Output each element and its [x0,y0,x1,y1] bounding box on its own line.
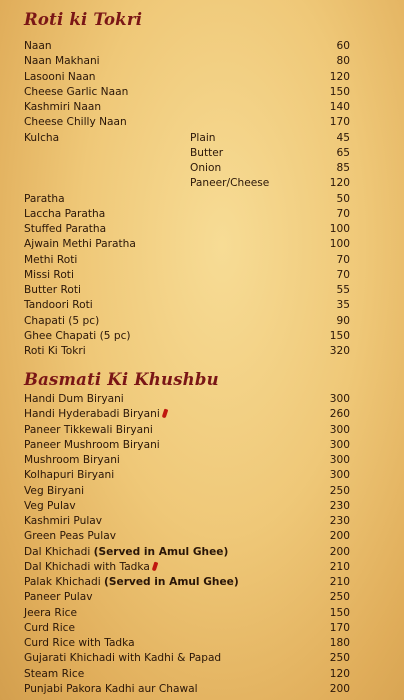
menu-item-name [24,100,101,115]
menu-item-name [24,314,99,329]
menu-item-name [24,70,96,85]
section-title-roti: Roti ki Tokri [24,10,143,29]
menu-item-row [24,438,350,453]
menu-item-name-text: Kashmiri Pulav [24,515,103,527]
menu-item-row [24,268,350,283]
menu-item-row [24,545,350,560]
menu-item-price: 120 [329,177,350,190]
menu-item-name [24,54,100,69]
menu-item-row [24,529,350,544]
menu-item-name [24,453,120,468]
menu-item-name-text: Gujarati Khichadi with Kadhi & Papad [24,652,222,665]
menu-item-price: 180 [329,637,350,649]
menu-item-name [24,682,198,697]
menu-item-row [24,70,350,85]
menu-item-name-text: Paratha [24,192,65,205]
menu-item-price: 80 [336,55,350,68]
menu-item-price: 320 [329,345,350,357]
menu-item-row [24,39,350,54]
basmati-menu-list [24,392,350,697]
menu-item-price: 150 [329,85,350,98]
menu-item-row [24,161,350,176]
menu-item-row [24,651,350,666]
menu-item-row [24,298,350,313]
menu-item-name-text: Laccha Paratha [24,207,106,220]
menu-item-row [24,237,350,252]
menu-item-name-text: Mushroom Biryani [24,454,120,466]
menu-item-row [24,484,350,499]
menu-item-row [24,560,350,575]
roti-menu-list [24,39,350,359]
chili-icon [161,409,168,419]
menu-item-name-text: Dal Khichadi [24,545,91,558]
menu-item-name-text: Kashmiri Naan [24,101,102,113]
menu-item-name [24,423,153,438]
menu-item-row [24,423,350,438]
menu-item-name [24,115,127,130]
menu-item-row [24,100,350,115]
menu-item-name [24,484,84,499]
menu-item-price: 120 [329,70,350,83]
menu-item-variant: Plain [190,131,216,144]
menu-item-name [24,667,84,682]
menu-item-name-text: Stuffed Paratha [24,223,107,235]
menu-item-name-text: Cheese Chilly Naan [24,116,127,129]
menu-item-price: 300 [329,469,350,482]
menu-item-name [24,283,81,298]
menu-item-row [24,621,350,636]
menu-item-name-text: Curd Rice [24,621,76,634]
menu-item-price: 100 [329,223,350,235]
menu-item-name-text: Cheese Garlic Naan [24,85,129,98]
section-title-basmati: Basmati Ki Khushbu [24,370,219,389]
menu-item-name [24,529,116,544]
menu-item-name-text: Lasooni Naan [24,70,96,83]
menu-item-name [24,621,75,636]
menu-item-row [24,131,350,146]
menu-item-name [24,85,128,100]
menu-item-name [24,514,102,529]
menu-item-price: 50 [336,192,350,205]
menu-item-name-text: Handi Hyderabadi Biryani [24,408,160,421]
menu-item-row [24,146,350,161]
menu-item-name [24,344,86,359]
menu-item-variant: Paneer/Cheese [190,177,270,190]
menu-item-variant: Onion [190,162,222,174]
menu-item-price: 300 [329,454,350,466]
menu-item-row [24,222,350,237]
menu-item-row [24,329,350,344]
menu-item-name [24,651,221,666]
menu-item-name-text: Dal Khichadi with Tadka [24,560,150,573]
menu-item-name-text: Naan Makhani [24,55,100,68]
menu-item-name-text: Green Peas Pulav [24,530,116,543]
menu-item-row [24,453,350,468]
menu-item-row [24,392,350,407]
menu-item-price: 70 [336,207,350,220]
menu-item-row [24,207,350,222]
menu-item-name [24,222,106,237]
menu-item-price: 250 [329,591,350,604]
menu-item-price: 300 [329,438,350,451]
menu-item-note: (Served in Amul Ghee) [93,545,229,558]
menu-item-price: 170 [329,621,350,634]
menu-item-name-text: Ghee Chapati (5 pc) [24,329,131,342]
menu-item-price: 230 [329,515,350,527]
menu-item-name [24,298,93,313]
menu-item-price: 200 [329,682,350,695]
menu-item-price: 60 [336,40,350,52]
menu-item-name [24,468,114,483]
menu-item-name-text: Methi Roti [24,253,78,266]
menu-item-name-text: Butter Roti [24,284,81,296]
menu-item-name-text: Punjabi Pakora Kadhi aur Chawal [24,682,198,695]
menu-item-row [24,575,350,590]
menu-item-row [24,468,350,483]
menu-item-variant: Butter [190,146,224,159]
menu-item-name [24,268,74,283]
chili-icon [152,561,159,571]
menu-item-name-text: Tandoori Roti [24,299,93,312]
menu-item-name [24,499,76,514]
menu-item-name [24,39,52,54]
menu-item-name-text: Roti Ki Tokri [24,345,86,357]
menu-item-name [24,253,77,268]
menu-item-price: 200 [329,545,350,558]
menu-item-name [24,237,136,252]
menu-item-price: 120 [329,667,350,680]
menu-item-price: 90 [336,314,350,327]
menu-item-row [24,636,350,651]
menu-item-price: 210 [329,560,350,573]
menu-item-row [24,606,350,621]
menu-item-price: 150 [329,329,350,342]
menu-item-row [24,314,350,329]
menu-item-row [24,407,350,422]
menu-item-name-text: Jeera Rice [24,606,78,619]
menu-item-name [24,560,157,575]
menu-item-name-text: Paneer Tikkewali Biryani [24,423,153,436]
menu-item-name-text: Paneer Pulav [24,591,93,604]
menu-item-price: 300 [329,393,350,405]
menu-item-name [24,545,228,560]
menu-item-price: 300 [329,423,350,436]
menu-item-name [24,131,59,146]
menu-item-price: 45 [336,131,350,144]
menu-item-row [24,667,350,682]
menu-item-price: 200 [329,530,350,543]
menu-item-name-text: Paneer Mushroom Biryani [24,438,160,451]
menu-item-row [24,344,350,359]
menu-item-price: 150 [329,606,350,619]
menu-item-price: 230 [329,499,350,512]
menu-item-price: 250 [329,652,350,665]
menu-item-row [24,590,350,605]
menu-item-name [24,438,160,453]
menu-item-name-text: Veg Biryani [24,484,85,497]
menu-item-name-text: Curd Rice with Tadka [24,637,135,649]
menu-item-price: 65 [336,146,350,159]
menu-item-name [24,606,77,621]
menu-item-name-text: Naan [24,40,52,52]
menu-item-price: 260 [329,408,350,421]
menu-item-name [24,329,131,344]
menu-item-name [24,590,93,605]
menu-item-name [24,392,124,407]
menu-item-name-text: Steam Rice [24,667,85,680]
menu-item-row [24,283,350,298]
menu-item-note: (Served in Amul Ghee) [104,576,239,588]
menu-item-name-text: Kulcha [24,131,60,144]
menu-item-name-text: Missi Roti [24,268,74,281]
menu-item-name-text: Chapati (5 pc) [24,314,100,327]
menu-item-name-text: Kolhapuri Biryani [24,469,115,482]
menu-item-price: 85 [336,162,350,174]
menu-item-price: 55 [336,284,350,296]
menu-item-name [24,207,105,222]
menu-item-price: 250 [329,484,350,497]
menu-item-price: 70 [336,253,350,266]
menu-item-name [24,192,65,207]
menu-item-row [24,514,350,529]
menu-item-row [24,176,350,191]
menu-item-price: 70 [336,268,350,281]
menu-item-row [24,54,350,69]
menu-item-row [24,499,350,514]
menu-item-row [24,682,350,697]
menu-item-name-text: Veg Pulav [24,499,76,512]
menu-item-price: 100 [329,238,350,251]
menu-item-row [24,253,350,268]
menu-item-row [24,115,350,130]
menu-item-price: 210 [329,576,350,588]
menu-item-row [24,192,350,207]
menu-item-name [24,636,135,651]
menu-item-row [24,85,350,100]
menu-item-name-text: Palak Khichadi [24,576,101,588]
menu-item-price: 35 [336,299,350,312]
menu-item-price: 170 [329,116,350,129]
menu-item-name [24,407,167,422]
menu-item-name-text: Handi Dum Biryani [24,393,124,405]
menu-item-name [24,575,239,590]
menu-item-price: 140 [329,101,350,113]
menu-item-name-text: Ajwain Methi Paratha [24,238,136,251]
